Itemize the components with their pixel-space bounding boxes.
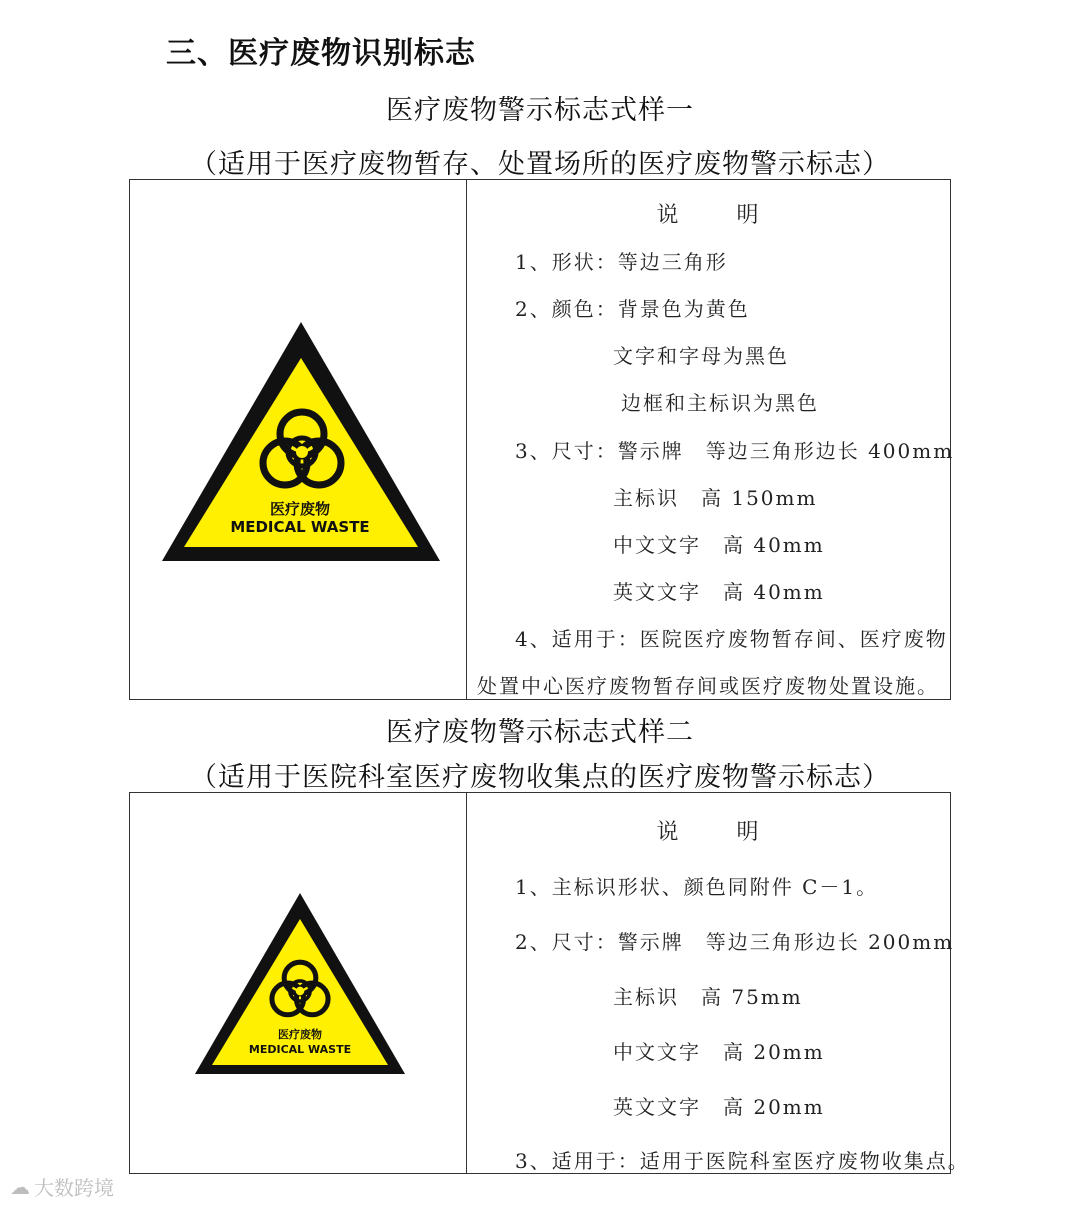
sample2-subtitle: （适用于医院科室医疗废物收集点的医疗废物警示标志） [190,762,890,793]
sample1-line: 4、适用于：医院医疗废物暂存间、医疗废物 [515,627,948,651]
sample1-desc-heading: 说 明 [656,203,761,228]
sample2-desc-heading: 说 明 [656,820,761,845]
watermark [10,1172,114,1201]
section-title: 三、医疗废物识别标志 [166,36,476,71]
sample1-line: 1、形状：等边三角形 [515,250,728,274]
biohazard-warning-sign-icon [130,793,466,1175]
watermark-logo-icon: ☁ [10,1174,30,1199]
sign1-en-text: MEDICAL WASTE [230,518,370,536]
sign2-en-text: MEDICAL WASTE [248,1043,352,1056]
sample1-line: 英文文字 高 40mm [613,580,825,604]
sample1-title: 医疗废物警示标志式样一 [386,95,694,126]
sample1-description [467,180,955,699]
sample2-line: 3、适用于：适用于医院科室医疗废物收集点。 [515,1149,970,1173]
sample1-line: 3、尺寸：警示牌 等边三角形边长 400mm [515,439,955,463]
sample2-line: 英文文字 高 20mm [613,1095,825,1119]
sample2-line: 中文文字 高 20mm [613,1040,825,1064]
sample2-panel [129,792,970,1174]
sample1-subtitle: （适用于医疗废物暂存、处置场所的医疗废物警示标志） [190,149,890,180]
sample2-line: 1、主标识形状、颜色同附件 C－1。 [515,875,879,899]
sample1-line: 边框和主标识为黑色 [621,391,819,415]
sample2-line: 主标识 高 75mm [613,985,803,1009]
sign1-cn-text: 医疗废物 [269,500,331,518]
sample2-title: 医疗废物警示标志式样二 [386,717,694,748]
sample1-line: 中文文字 高 40mm [613,533,825,557]
sample2-line: 2、尺寸：警示牌 等边三角形边长 200mm [515,930,955,954]
sample1-line: 主标识 高 150mm [613,486,818,510]
sample2-description [467,793,970,1173]
sample1-line: 文字和字母为黑色 [613,344,789,368]
sample2-sign-cell [130,793,467,1173]
sample1-line: 处置中心医疗废物暂存间或医疗废物处置设施。 [477,674,939,698]
biohazard-warning-sign-icon [130,180,466,701]
watermark-text: 大数跨境 [34,1176,114,1200]
sign2-cn-text: 医疗废物 [278,1028,322,1041]
sample1-panel [129,179,955,700]
sample1-line: 2、颜色：背景色为黄色 [515,297,750,321]
sample1-sign-cell [130,180,467,699]
